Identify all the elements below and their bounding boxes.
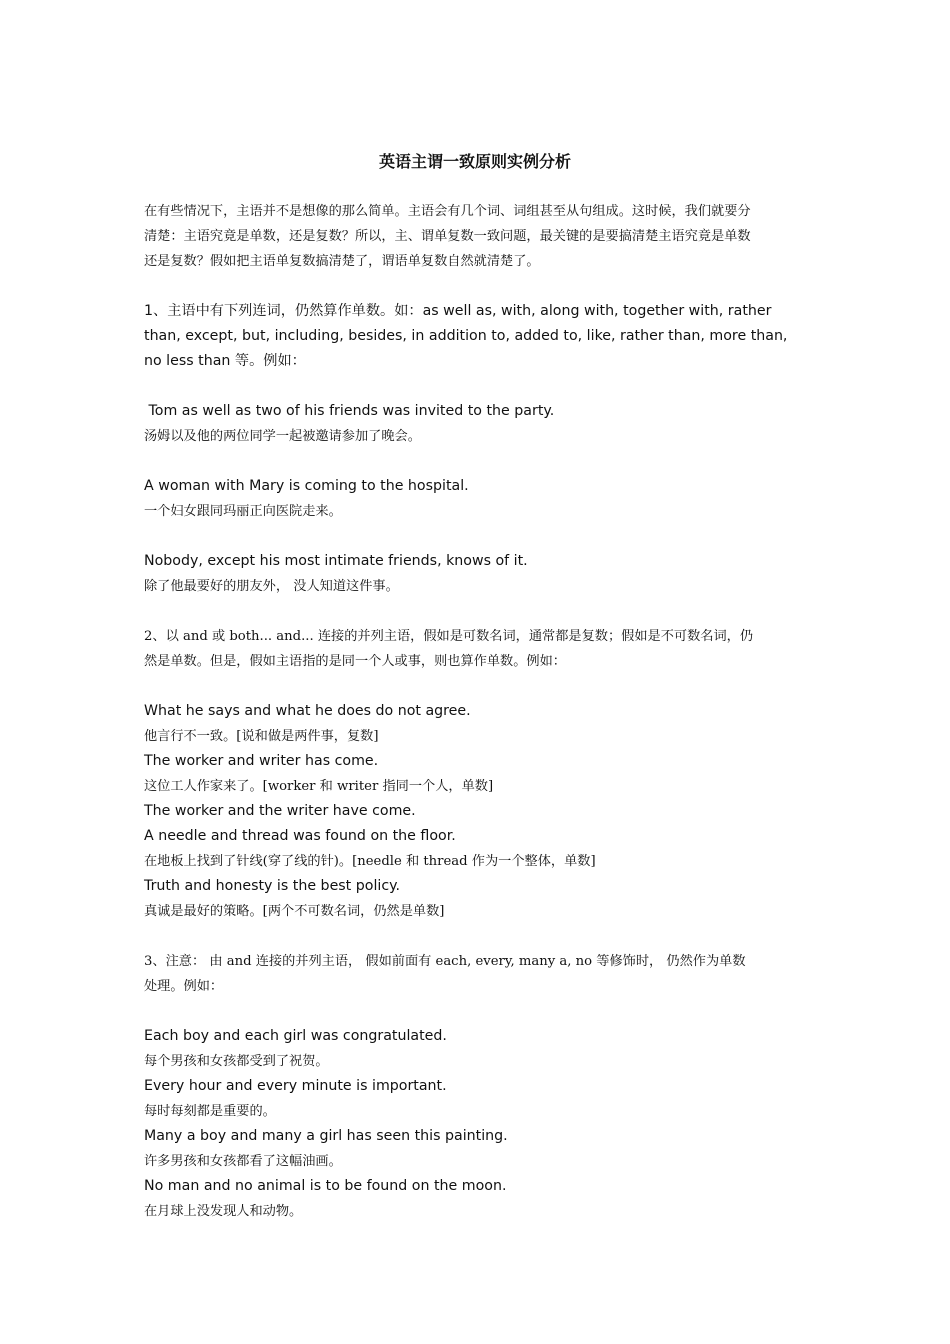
spacer: [144, 274, 809, 299]
section-3-examples: [144, 1024, 809, 1224]
section-3-rule: [144, 949, 809, 999]
rule-line: 然是单数。但是，假如主语指的是同一个人或事，则也算作单数。例如：: [144, 654, 566, 669]
rule-line: no less than 等。例如：: [144, 353, 306, 369]
example-chinese: 每时每刻都是重要的。: [144, 1104, 276, 1119]
intro-line: 在有些情况下，主语并不是想像的那么简单。主语会有几个词、词组甚至从句组成。这时候，我们就要分: [144, 204, 751, 219]
example-english: What he says and what he does do not agree.: [144, 703, 471, 719]
example-chinese: 除了他最要好的朋友外， 没人知道这件事。: [144, 579, 399, 594]
intro-line: 还是复数？假如把主语单复数搞清楚了，谓语单复数自然就清楚了。: [144, 254, 540, 269]
example-english: The worker and writer has come.: [144, 753, 379, 769]
spacer: [144, 449, 809, 474]
example-english: Many a boy and many a girl has seen this painting.: [144, 1128, 508, 1144]
example-chinese: 他言行不一致。[说和做是两件事，复数]: [144, 729, 379, 744]
example-chinese: 一个妇女跟同玛丽正向医院走来。: [144, 504, 342, 519]
spacer: [144, 374, 809, 399]
example-english: Truth and honesty is the best policy.: [144, 878, 401, 894]
rule-line: 2、以 and 或 both... and... 连接的并列主语，假如是可数名词，通常都是复数；假如是不可数名词，仍: [144, 629, 754, 644]
example-english: A woman with Mary is coming to the hospital.: [144, 478, 469, 494]
section-1-rule: [144, 299, 809, 374]
example-english: Tom as well as two of his friends was invited to the party.: [144, 403, 555, 419]
rule-line: than, except, but, including, besides, in addition to, added to, like, rather than, more than,: [144, 328, 788, 344]
spacer: [144, 524, 809, 549]
example-chinese: 在月球上没发现人和动物。: [144, 1204, 303, 1219]
document-title: 英语主谓一致原则实例分析: [378, 152, 571, 171]
intro-line: 清楚：主语究竟是单数，还是复数？所以，主、谓单复数一致问题，最关键的是要搞清楚主语究竟是单数: [144, 229, 751, 244]
section-2-rule: [144, 624, 809, 674]
rule-line: 1、主语中有下列连词，仍然算作单数。如：as well as, with, along with, together with, rather: [144, 303, 772, 319]
document-body: [144, 199, 809, 1224]
example-chinese: 在地板上找到了针线(穿了线的针)。[needle 和 thread 作为一个整体，单数]: [144, 854, 596, 869]
example-chinese: 每个男孩和女孩都受到了祝贺。: [144, 1054, 329, 1069]
example-english: No man and no animal is to be found on the moon.: [144, 1178, 507, 1194]
example-chinese: 汤姆以及他的两位同学一起被邀请参加了晚会。: [144, 429, 421, 444]
example-english: Nobody, except his most intimate friends, knows of it.: [144, 553, 528, 569]
example-english: Every hour and every minute is important.: [144, 1078, 447, 1094]
example-english: Each boy and each girl was congratulated.: [144, 1028, 447, 1044]
intro-paragraph: [144, 199, 809, 274]
rule-line: 处理。例如：: [144, 979, 224, 994]
example-english: The worker and the writer have come.: [144, 803, 416, 819]
spacer: [144, 924, 809, 949]
spacer: [144, 674, 809, 699]
rule-line: 3、注意： 由 and 连接的并列主语， 假如前面有 each, every, many a, no 等修饰时， 仍然作为单数: [144, 954, 746, 969]
example-chinese: 真诚是最好的策略。[两个不可数名词，仍然是单数]: [144, 904, 445, 919]
example-chinese: 这位工人作家来了。[worker 和 writer 指同一个人，单数]: [144, 779, 494, 794]
spacer: [144, 599, 809, 624]
example-pair: [144, 399, 809, 449]
example-english: A needle and thread was found on the floor.: [144, 828, 456, 844]
section-2-examples: [144, 699, 809, 924]
example-chinese: 许多男孩和女孩都看了这幅油画。: [144, 1154, 342, 1169]
example-pair: [144, 549, 809, 599]
spacer: [144, 999, 809, 1024]
example-pair: [144, 474, 809, 524]
